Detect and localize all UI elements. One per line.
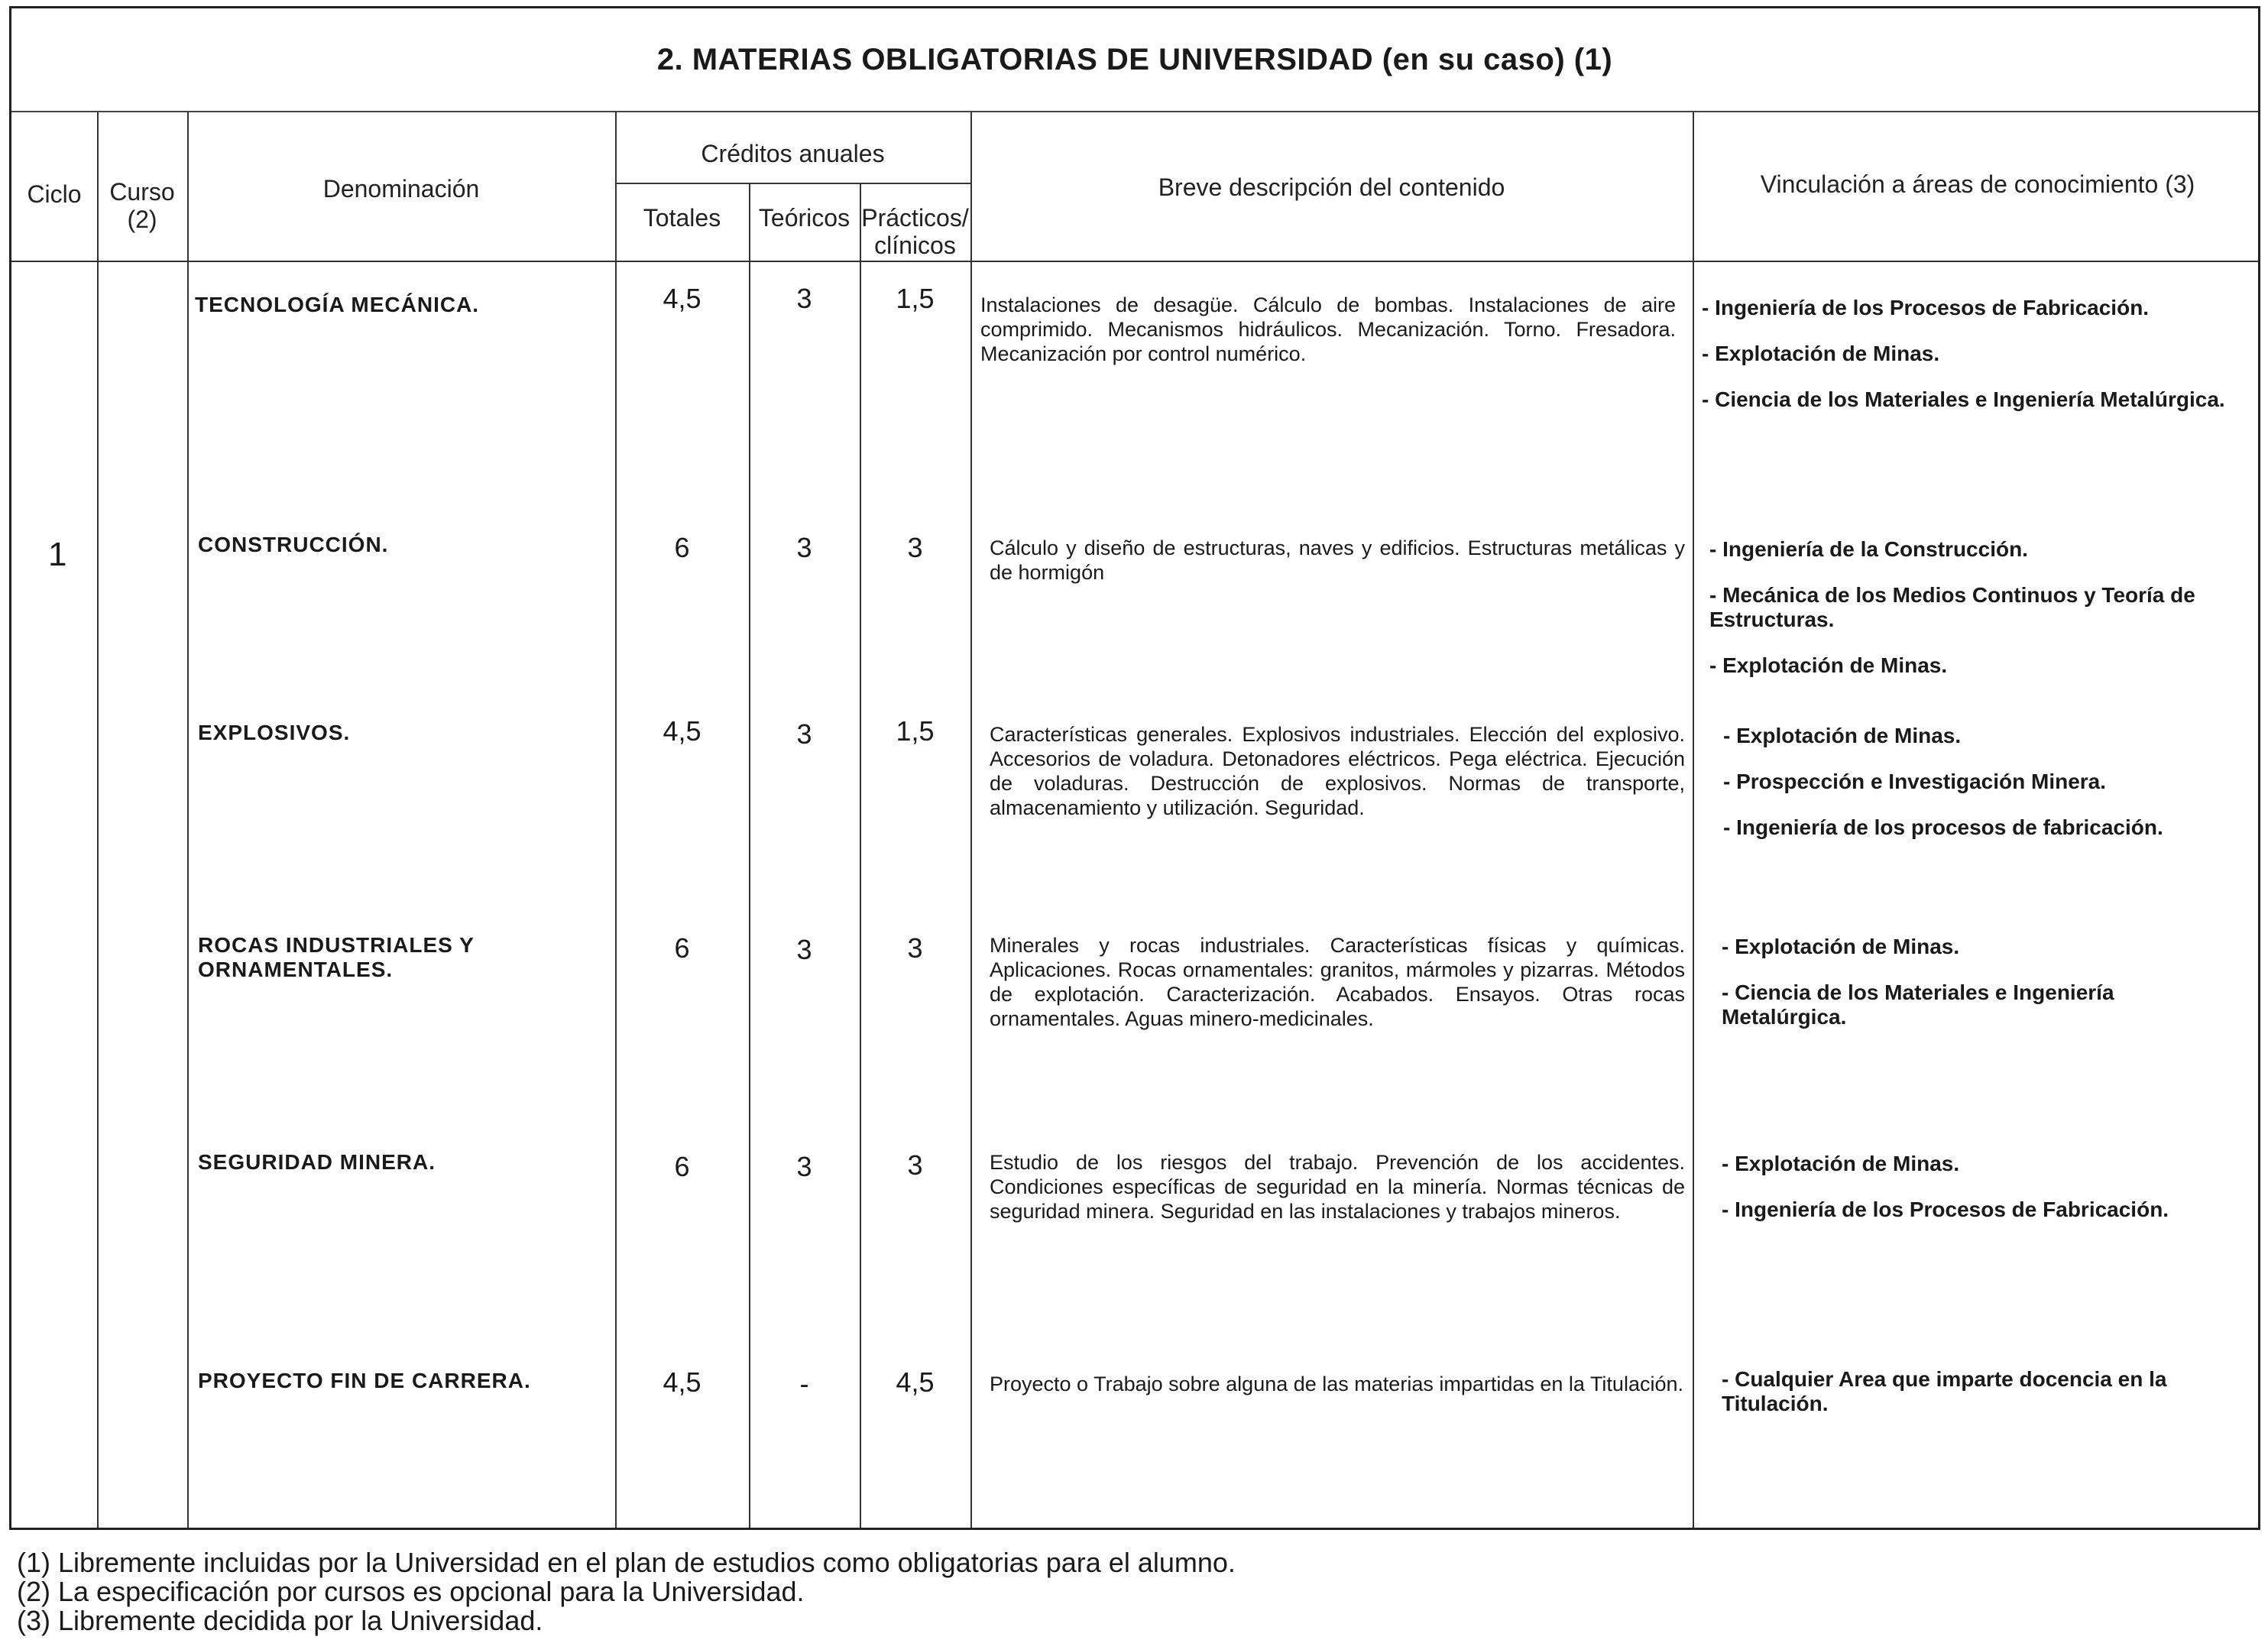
- row-5-teoricos: 3: [796, 1151, 812, 1182]
- header-denominacion: Denominación: [322, 175, 480, 203]
- row-3-descripcion: Características generales. Explosivos industriales. Elección del explosivo. Accesorios de voladura. Detonadores eléctricos. Pega eléctrica. Ejecución de voladuras. Destrucción de explosivos. Normas de transporte, almacenamiento y utilización. Seguridad.: [990, 723, 1685, 819]
- ciclo-value: 1: [48, 536, 67, 573]
- header-totales: Totales: [643, 204, 721, 232]
- row-3-areas: [1723, 724, 2243, 861]
- row-1-descripcion: Instalaciones de desagüe. Cálculo de bombas. Instalaciones de aire comprimido. Mecanismos hidráulicos. Mecanización. Torno. Fresadora. Mecanización por control numérico.: [980, 293, 1676, 365]
- header-creditos: Créditos anuales: [701, 140, 885, 167]
- row-1-practicos: 1,5: [896, 283, 935, 314]
- col-divider: [860, 183, 861, 1528]
- row-5-practicos: 3: [907, 1149, 923, 1181]
- area-item: - Explotación de Minas.: [1722, 935, 1960, 958]
- row-4-descripcion: Minerales y rocas industriales. Características físicas y químicas. Aplicaciones. Rocas ornamentales: granitos, mármoles y pizarras. Métodos de explotación. Caracterización. Acabados. Ensayos. Otras rocas ornamentales. Aguas minero-medicinales.: [990, 934, 1685, 1030]
- header-clinicos: clínicos: [874, 232, 956, 259]
- row-6-teoricos: -: [799, 1368, 809, 1399]
- header-subdivider: [615, 183, 970, 184]
- area-item: - Ingeniería de los procesos de fabricación.: [1723, 815, 2163, 839]
- row-1-teoricos: 3: [796, 283, 812, 314]
- col-divider: [97, 112, 99, 1528]
- row-5-areas: [1722, 1152, 2180, 1243]
- area-item: - Prospección e Investigación Minera.: [1723, 770, 2107, 793]
- row-5-denominacion: SEGURIDAD MINERA.: [198, 1150, 436, 1174]
- area-item: - Ingeniería de la Construcción.: [1709, 537, 2028, 561]
- row-5-descripcion: Estudio de los riesgos del trabajo. Prevención de los accidentes. Condiciones específicas de seguridad en la minería. Normas técnicas de seguridad minera. Seguridad en las instalaciones y trabajos mineros.: [990, 1151, 1685, 1223]
- area-item: - Explotación de Minas.: [1722, 1152, 1960, 1175]
- row-4-areas: [1722, 935, 2226, 1051]
- row-6-totales: 4,5: [663, 1366, 701, 1398]
- area-item: - Ingeniería de los Procesos de Fabricación.: [1702, 296, 2150, 319]
- table-title: 2. MATERIAS OBLIGATORIAS DE UNIVERSIDAD (en su caso) (1): [11, 8, 2258, 112]
- row-6-areas: [1722, 1367, 2249, 1437]
- row-2-denominacion: CONSTRUCCIÓN.: [198, 533, 389, 556]
- area-item: - Ciencia de los Materiales e Ingeniería Metalúrgica.: [1722, 980, 2114, 1029]
- col-divider: [615, 112, 617, 1528]
- row-4-denominacion: ROCAS INDUSTRIALES Y ORNAMENTALES.: [198, 933, 475, 981]
- row-2-teoricos: 3: [796, 532, 812, 563]
- area-item: - Ingeniería de los Procesos de Fabricación.: [1722, 1198, 2169, 1221]
- header-descripcion: Breve descripción del contenido: [1158, 173, 1505, 201]
- row-6-practicos: 4,5: [896, 1366, 935, 1398]
- footnote-3: (3) Libremente decidida por la Universidad.: [17, 1605, 543, 1636]
- row-1-totales: 4,5: [663, 283, 701, 314]
- header-curso-note: (2): [127, 206, 157, 233]
- row-3-totales: 4,5: [663, 715, 701, 747]
- footnote-1: (1) Libremente incluidas por la Universidad en el plan de estudios como obligatorias para el alumno.: [17, 1547, 1236, 1578]
- header-curso: Curso: [109, 178, 175, 206]
- header-teoricos: Teóricos: [758, 204, 851, 232]
- row-4-totales: 6: [674, 932, 690, 964]
- row-2-areas: [1709, 537, 2244, 699]
- area-item: - Mecánica de los Medios Continuos y Teoría de Estructuras.: [1709, 583, 2195, 631]
- row-6-denominacion: PROYECTO FIN DE CARRERA.: [198, 1369, 531, 1392]
- header-ciclo: Ciclo: [27, 180, 82, 208]
- col-divider: [187, 112, 189, 1528]
- row-6-descripcion: Proyecto o Trabajo sobre alguna de las materias impartidas en la Titulación.: [990, 1373, 1683, 1395]
- row-1-areas: [1702, 296, 2252, 433]
- col-divider: [749, 183, 750, 1528]
- footnote-2: (2) La especificación por cursos es opcional para la Universidad.: [17, 1576, 805, 1607]
- row-4-teoricos: 3: [796, 934, 812, 965]
- area-item: - Explotación de Minas.: [1723, 724, 1962, 747]
- col-divider: [1693, 112, 1694, 1528]
- area-item: - Explotación de Minas.: [1709, 653, 1948, 677]
- row-4-practicos: 3: [907, 932, 923, 964]
- header-practicos: Prácticos/: [861, 204, 969, 232]
- header-bottom-line: [11, 261, 2258, 262]
- materias-table: [9, 6, 2260, 1530]
- row-1-denominacion: TECNOLOGÍA MECÁNICA.: [195, 293, 480, 316]
- row-2-descripcion: Cálculo y diseño de estructuras, naves y edificios. Estructuras metálicas y de hormigón: [990, 536, 1685, 584]
- col-divider: [970, 112, 972, 1528]
- row-2-totales: 6: [674, 532, 690, 563]
- row-5-totales: 6: [674, 1151, 690, 1182]
- row-3-denominacion: EXPLOSIVOS.: [198, 721, 351, 744]
- area-item: - Explotación de Minas.: [1702, 342, 1940, 365]
- area-item: - Cualquier Area que imparte docencia en la Titulación.: [1722, 1367, 2167, 1415]
- row-3-practicos: 1,5: [896, 715, 935, 747]
- row-3-teoricos: 3: [796, 718, 812, 750]
- row-2-practicos: 3: [907, 532, 923, 563]
- header-vinculacion: Vinculación a áreas de conocimiento (3): [1760, 170, 2195, 198]
- area-item: - Ciencia de los Materiales e Ingeniería Metalúrgica.: [1702, 387, 2225, 411]
